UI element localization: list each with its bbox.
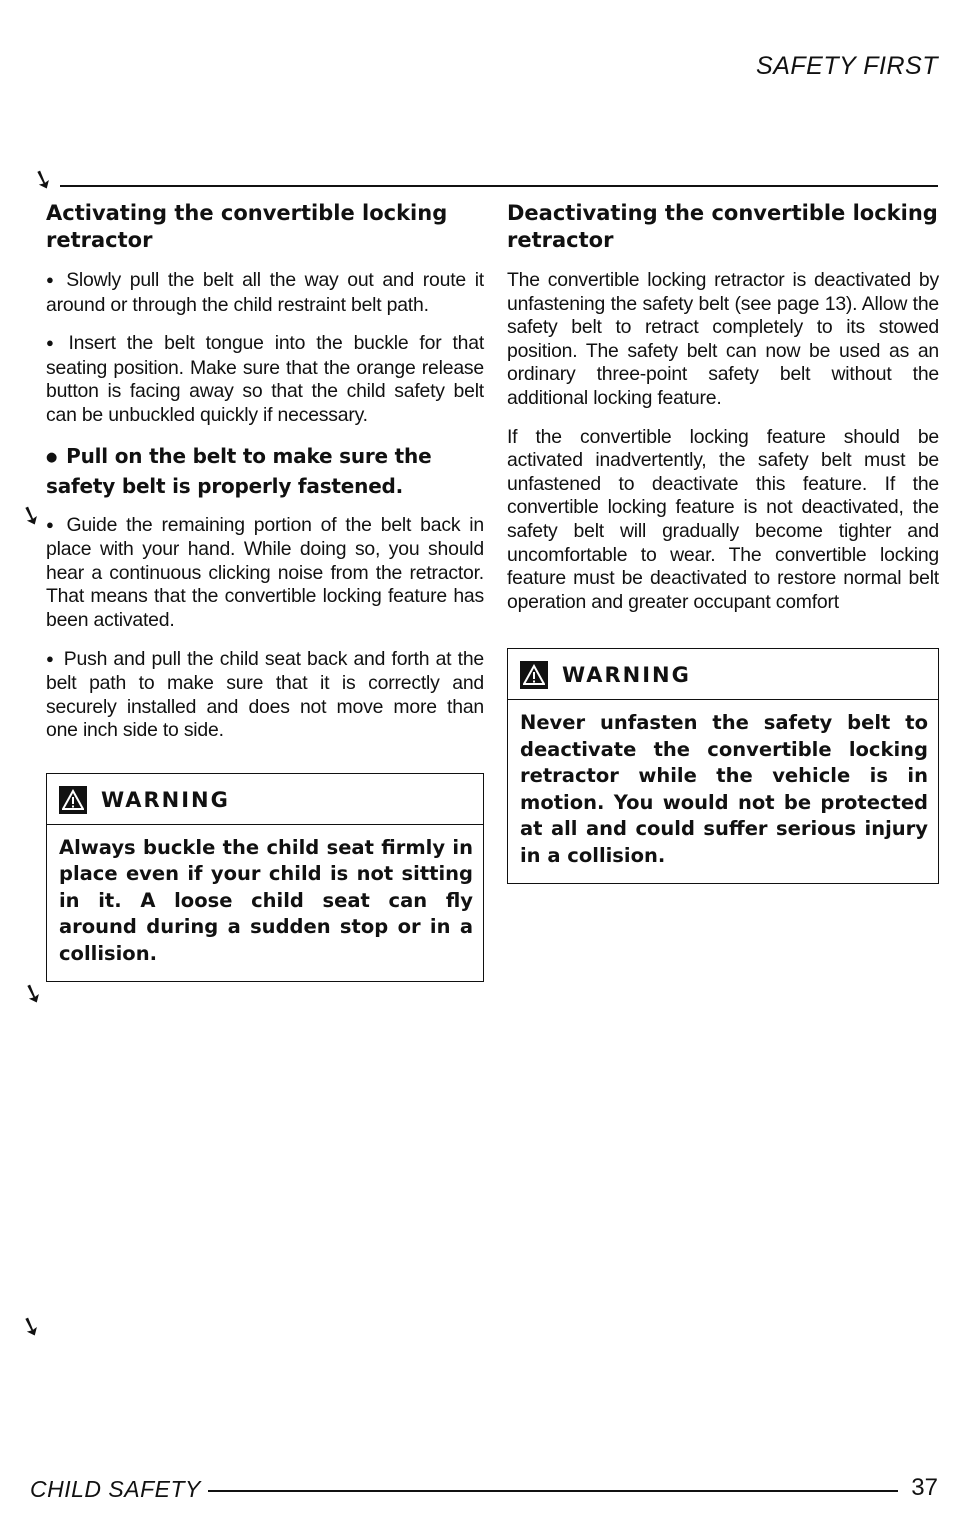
activating-heading: Activating the convertible locking retractor xyxy=(46,201,448,252)
warning-box xyxy=(46,773,484,983)
right-column xyxy=(507,200,939,884)
warning-box xyxy=(507,648,939,884)
warning-header xyxy=(508,649,938,700)
bullet-item: ● Push and pull the child seat back and forth at the belt path to make sure that it is correctly and securely installed and does not move more than one inch side to side. xyxy=(46,648,484,743)
warning-triangle-icon xyxy=(59,786,87,814)
warning-text: Always buckle the child seat firmly in place even if your child is not sitting in it. A loose child seat can fly around during a sudden stop or in a collision. xyxy=(59,835,473,965)
warning-text: Never unfasten the safety belt to deactivate the convertible locking retractor while the vehicle is in motion. You would not be protected at all and could suffer serious injury in a collision. xyxy=(520,711,928,867)
revision-arrow-icon: ➘ xyxy=(15,1308,47,1344)
section-title: SAFETY FIRST xyxy=(756,52,938,80)
bullet-item-emphasis: ● Pull on the belt to make sure the safety belt is properly fastened. xyxy=(46,443,484,499)
warning-header xyxy=(47,774,483,825)
bullet-item: ● Insert the belt tongue into the buckle for that seating position. Make sure that the orange release button is facing away so that the child safety belt can be unbuckled quickly if necessary. xyxy=(46,332,484,427)
paragraph: The convertible locking retractor is deactivated by unfastening the safety belt (see page 13). Allow the safety belt to retract completely to its stowed position. The safety belt can now be used as an ordinary three-point safety belt without the additional locking feature. xyxy=(507,269,939,409)
bullet-item: ● Slowly pull the belt all the way out and route it around or through the child restraint belt path. xyxy=(46,269,484,317)
page-number: 37 xyxy=(911,1474,938,1501)
revision-arrow-icon: ➘ xyxy=(15,497,47,533)
top-divider xyxy=(60,185,938,187)
footer-divider xyxy=(208,1490,898,1492)
left-column xyxy=(46,200,484,982)
paragraph: If the convertible locking feature should be activated inadvertently, the safety belt must be unfastened to deactivate this feature. If the convertible locking feature is not deactivated, the safety belt will gradually become tighter and uncomfortable to wear. The convertible locking feature must be deactivated to restore normal belt operation and greater occupant comfort xyxy=(507,425,939,613)
bullet-item: ● Guide the remaining portion of the belt back in place with your hand. While doing so, you should hear a continuous clicking noise from the retractor. That means that the convertible locking feature has been activated. xyxy=(46,514,484,633)
deactivating-heading: Deactivating the convertible locking retractor xyxy=(507,201,938,252)
revision-arrow-icon: ➘ xyxy=(27,161,59,197)
revision-arrow-icon: ➘ xyxy=(17,975,49,1011)
warning-triangle-icon xyxy=(520,661,548,689)
chapter-title: CHILD SAFETY xyxy=(30,1476,201,1502)
warning-title: WARNING xyxy=(562,663,691,688)
warning-title: WARNING xyxy=(101,787,230,812)
